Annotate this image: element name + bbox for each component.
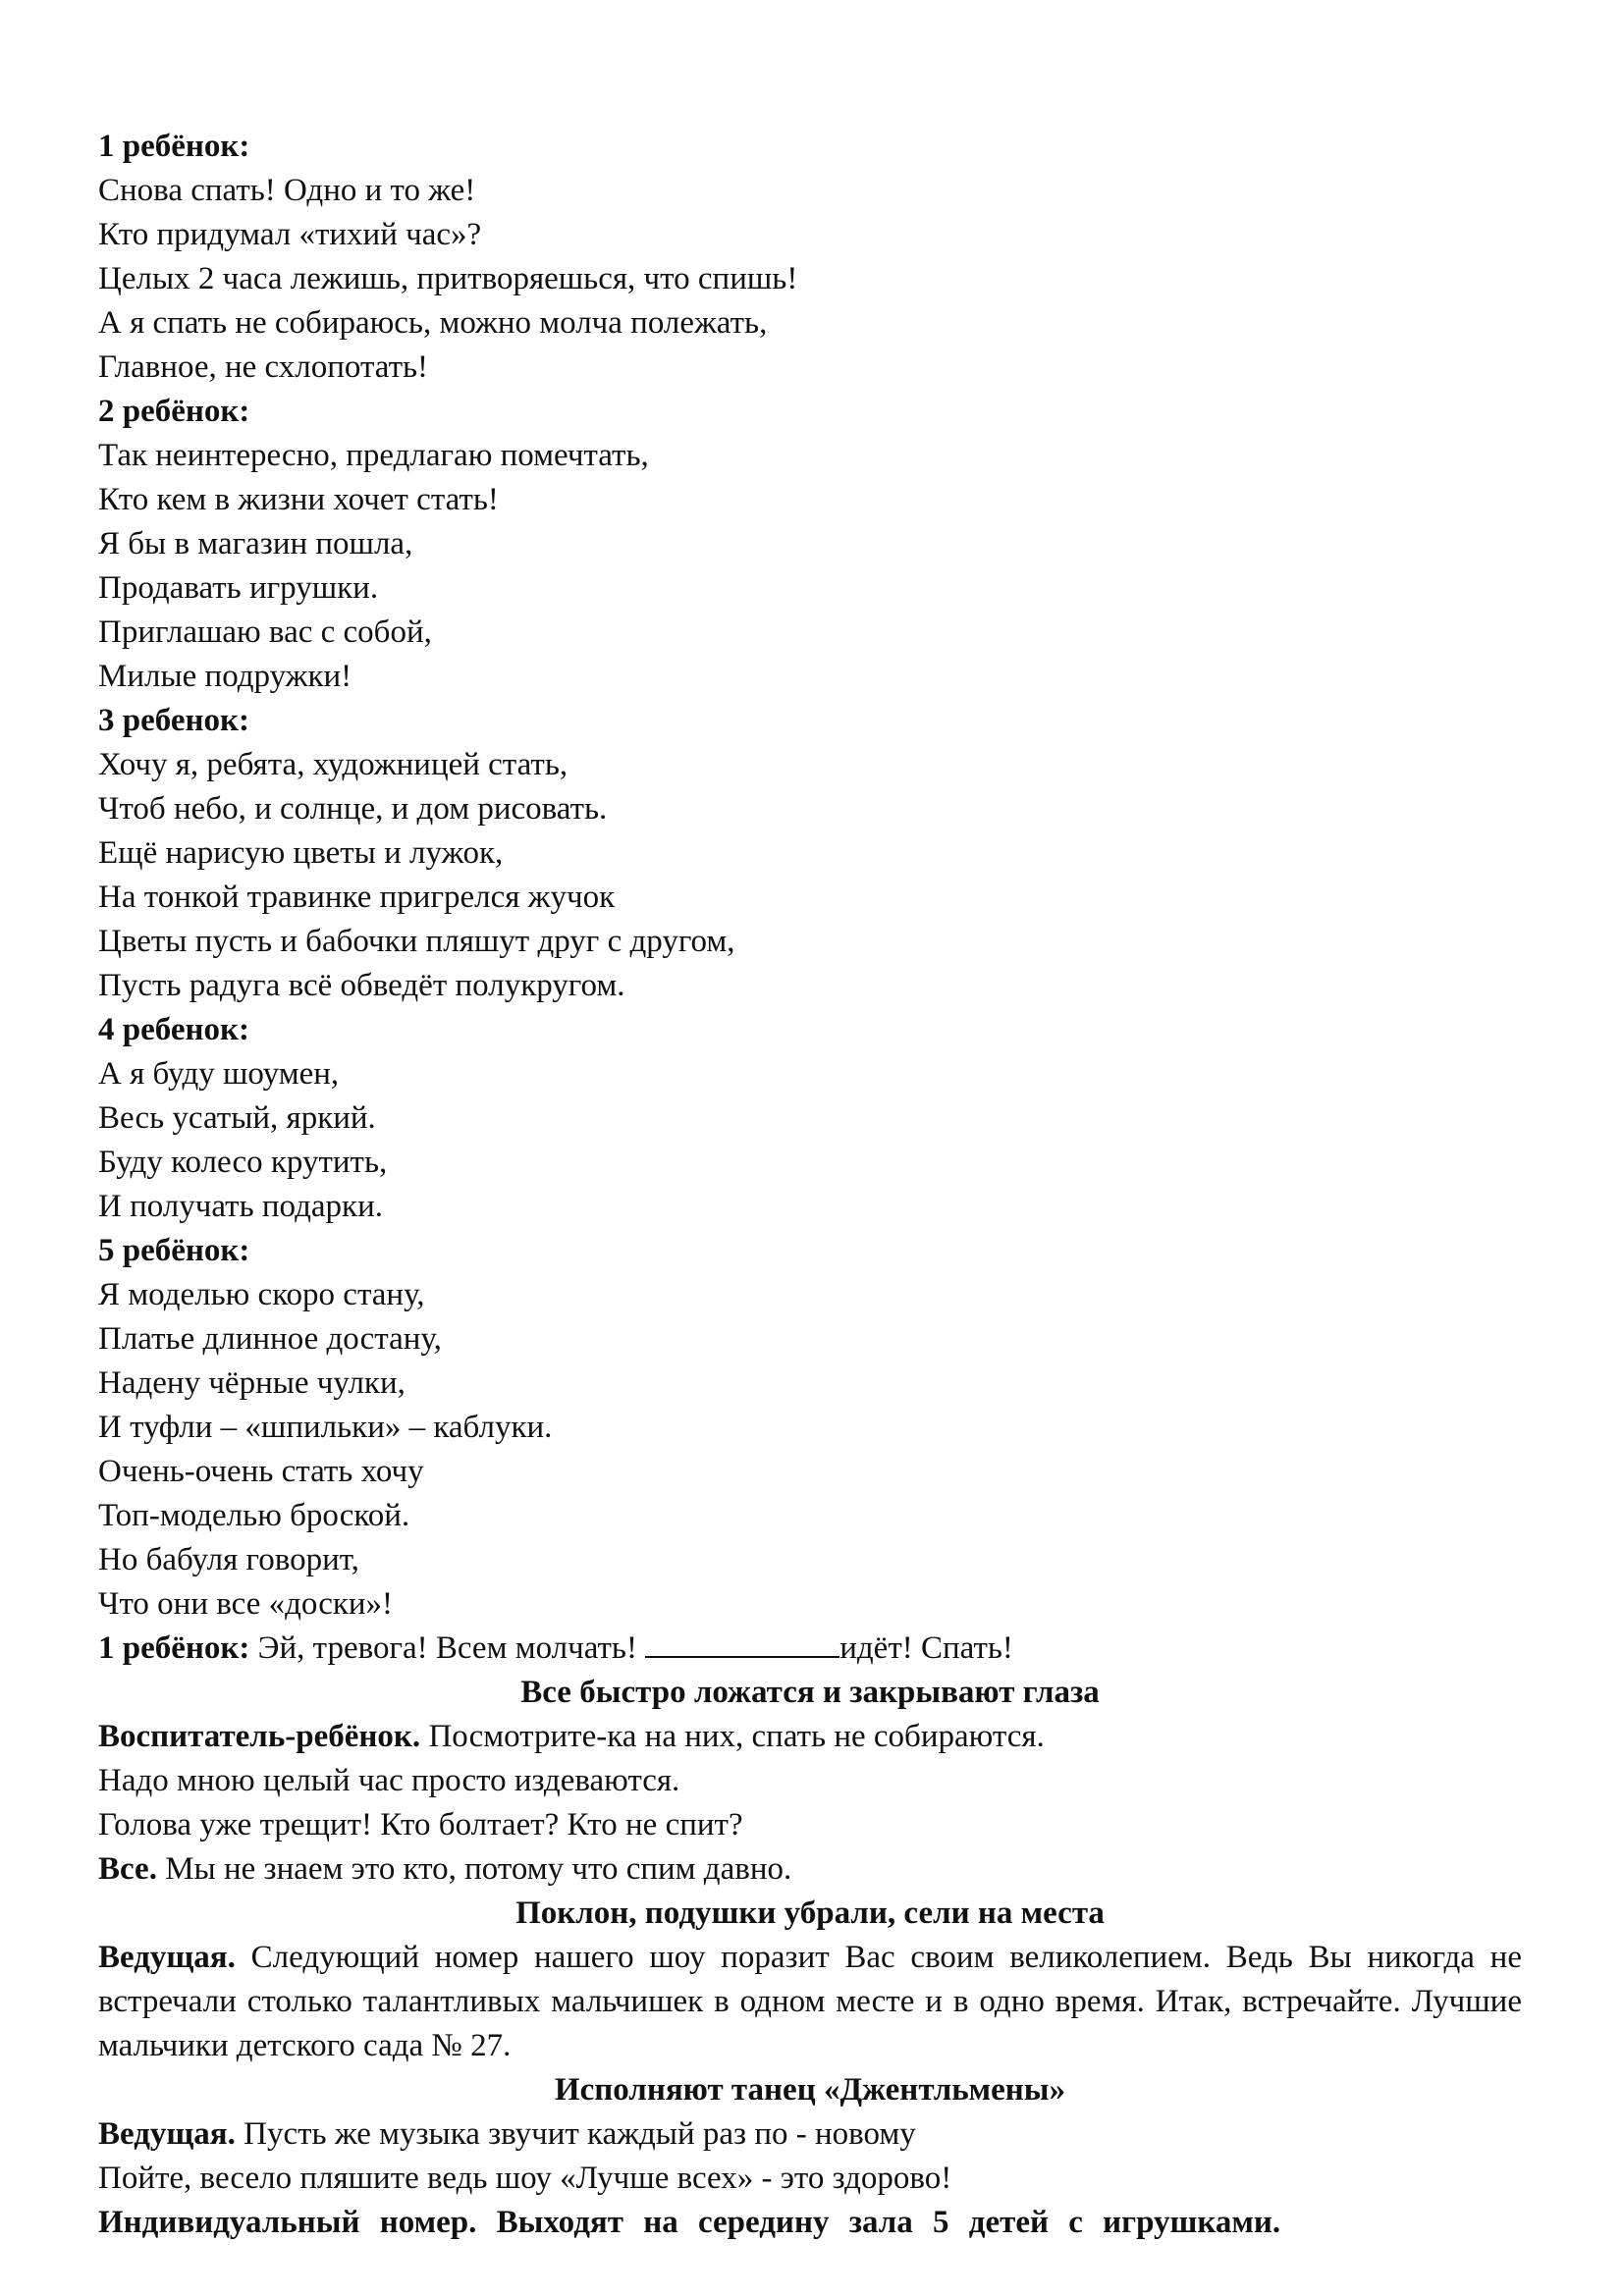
speaker-3-heading: 3 ребенок: (98, 703, 249, 738)
verse-line: Чтоб небо, и солнце, и дом рисовать. (98, 791, 608, 827)
verse-line: Ещё нарисую цветы и лужок, (98, 835, 504, 871)
alarm-text-end: идёт! Спать! (839, 1630, 1013, 1666)
host-text: Пусть же музыка звучит каждый раз по - новому (235, 2116, 916, 2152)
verse-line: Весь усатый, яркий. (98, 1100, 376, 1136)
verse-line: Пусть радуга всё обведёт полукругом. (98, 968, 625, 1003)
teacher-line (98, 1715, 1522, 1759)
verse-line: Надо мною целый час просто издеваются. (98, 1763, 680, 1798)
speaker-label: Все. (98, 1851, 157, 1887)
final-direction: Индивидуальный номер. Выходят на середину зала 5 детей с игрушками. (98, 2205, 1281, 2240)
speaker-4-heading: 4 ребенок: (98, 1012, 249, 1047)
verse-line: Приглашаю вас с собой, (98, 614, 432, 650)
host-text: Следующий номер нашего шоу поразит Вас своим великолепием. Ведь Вы никогда не встречали столько талантливых мальчишек в одном месте и в одно время. Итак, встречайте. Лучшие мальчики детского сада № 27. (98, 1940, 1522, 2063)
verse-line: Продавать игрушки. (98, 570, 379, 606)
verse-line: Я бы в магазин пошла, (98, 526, 413, 561)
verse-line: А я буду шоумен, (98, 1056, 340, 1092)
alarm-text: Эй, тревога! Всем молчать! (249, 1630, 646, 1666)
speaker-1-heading: 1 ребёнок: (98, 129, 250, 164)
speaker-2-heading: 2 ребёнок: (98, 394, 250, 429)
all-line (98, 1847, 1522, 1892)
verse-line: Буду колесо крутить, (98, 1145, 388, 1180)
verse-line: Целых 2 часа лежишь, притворяешься, что спишь! (98, 261, 798, 296)
teacher-text: Посмотрите-ка на них, спать не собираются. (420, 1719, 1045, 1754)
alarm-line (98, 1627, 1522, 1671)
verse-line: Я моделью скоро стану, (98, 1277, 425, 1312)
stage-direction: Поклон, подушки убрали, сели на места (515, 1896, 1105, 1931)
verse-line: Что они все «доски»! (98, 1586, 394, 1622)
stage-direction: Исполняют танец «Джентльмены» (554, 2072, 1066, 2108)
verse-line: Пойте, весело пляшите ведь шоу «Лучше всех» - это здорово! (98, 2161, 952, 2196)
verse-line: Но бабуля говорит, (98, 1542, 359, 1577)
verse-line: Топ-моделью броской. (98, 1498, 410, 1533)
verse-line: Так неинтересно, предлагаю помечтать, (98, 438, 649, 473)
host-line (98, 2112, 1522, 2157)
verse-line: Главное, не схлопотать! (98, 349, 429, 385)
document-page (98, 125, 1522, 2245)
verse-line: А я спать не собираюсь, можно молча полежать, (98, 305, 768, 341)
speaker-label: Ведущая. (98, 1940, 236, 1975)
verse-line: И туфли – «шпильки» – каблуки. (98, 1410, 553, 1445)
all-text: Мы не знаем это кто, потому что спим давно. (156, 1851, 792, 1887)
verse-line: Надену чёрные чулки, (98, 1365, 406, 1401)
verse-line: Голова уже трещит! Кто болтает? Кто не спит? (98, 1807, 743, 1842)
speaker-5-heading: 5 ребёнок: (98, 1233, 250, 1268)
verse-line: Платье длинное достану, (98, 1321, 442, 1357)
verse-line: Кто кем в жизни хочет стать! (98, 482, 499, 517)
speaker-label: 1 ребёнок: (98, 1630, 250, 1666)
fill-in-blank (645, 1629, 839, 1658)
verse-line: Хочу я, ребята, художницей стать, (98, 747, 568, 782)
verse-line: Снова спать! Одно и то же! (98, 173, 476, 208)
verse-line: Цветы пусть и бабочки пляшут друг с другом, (98, 924, 735, 959)
speaker-label: Воспитатель-ребёнок. (98, 1719, 421, 1754)
verse-line: Очень-очень стать хочу (98, 1454, 424, 1489)
stage-direction: Все быстро ложатся и закрывают глаза (520, 1675, 1100, 1710)
verse-line: И получать подарки. (98, 1189, 383, 1224)
verse-line: Кто придумал «тихий час»? (98, 217, 482, 252)
speaker-label: Ведущая. (98, 2116, 236, 2152)
host-paragraph (98, 1936, 1522, 2068)
verse-line: На тонкой травинке пригрелся жучок (98, 880, 616, 915)
verse-line: Милые подружки! (98, 659, 352, 694)
